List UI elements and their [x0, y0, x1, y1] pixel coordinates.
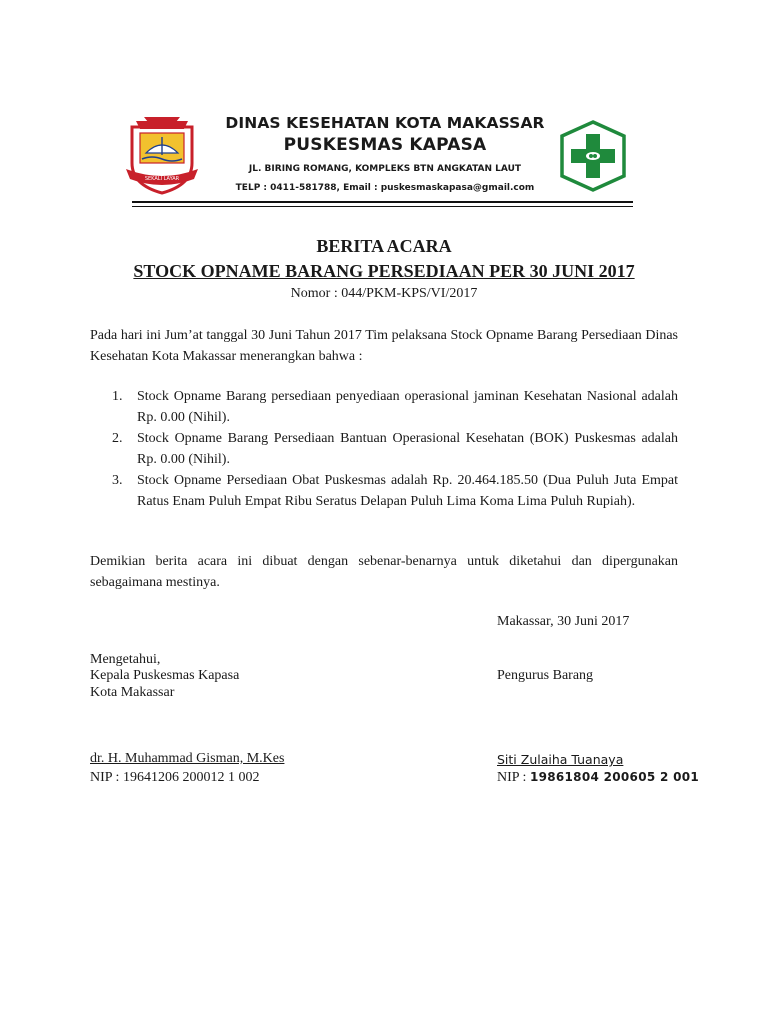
- agency-name: DINAS KESEHATAN KOTA MAKASSAR: [225, 114, 545, 132]
- puskesmas-logo: [560, 120, 626, 192]
- left-signer-acknowledged: Mengetahui,: [90, 652, 161, 667]
- document-title: BERITA ACARA: [316, 236, 452, 256]
- list-item: [90, 386, 678, 428]
- intro-paragraph: Pada hari ini Jum’at tanggal 30 Juni Tahun 2017 Tim pelaksana Stock Opname Barang Persediaan Dinas Kesehatan Kota Makassar menerangkan bahwa :: [90, 328, 678, 364]
- nip-value: 19641206 200012 1 002: [122, 770, 260, 785]
- list-item: [90, 428, 678, 470]
- list-item-text: Stock Opname Persediaan Obat Puskesmas adalah Rp. 20.464.185.50 (Dua Puluh Juta Empat Ratus Enam Puluh Empat Ribu Seratus Delapan Puluh Lima Koma Lima Puluh Rupiah).: [137, 473, 678, 509]
- header-rule-thin: [132, 206, 633, 207]
- left-signer-city: Kota Makassar: [90, 685, 175, 700]
- list-item: [90, 470, 678, 512]
- list-item-number: 3.: [112, 473, 123, 488]
- left-signer-position: Kepala Puskesmas Kapasa: [90, 668, 240, 683]
- closing-paragraph: Demikian berita acara ini dibuat dengan sebenar-benarnya untuk diketahui dan dipergunakan sebagaimana mestinya.: [90, 554, 678, 590]
- makassar-emblem-logo: [124, 113, 200, 195]
- document-number: Nomor : 044/PKM-KPS/VI/2017: [290, 286, 478, 301]
- list-item-text: Stock Opname Barang persediaan penyediaan operasional jaminan Kesehatan Nasional adalah Rp. 0.00 (Nihil).: [137, 389, 678, 425]
- nip-value: 19861804 200605 2 001: [529, 770, 700, 784]
- contact-line: TELP : 0411-581788, Email : puskesmaskapasa@gmail.com: [235, 183, 535, 193]
- list-item-text: Stock Opname Barang Persediaan Bantuan Operasional Kesehatan (BOK) Puskesmas adalah Rp. 0.00 (Nihil).: [137, 431, 678, 467]
- puskesmas-name: PUSKESMAS KAPASA: [283, 135, 487, 155]
- left-signer-nip: [90, 769, 259, 786]
- list-item-number: 1.: [112, 389, 123, 404]
- header-rule-thick: [132, 201, 633, 203]
- address-line: JL. BIRING ROMANG, KOMPLEKS BTN ANGKATAN LAUT: [248, 164, 522, 174]
- left-signer-name: dr. H. Muhammad Gisman, M.Kes: [90, 751, 285, 766]
- list-item-number: 2.: [112, 431, 123, 446]
- document-subtitle: STOCK OPNAME BARANG PERSEDIAAN PER 30 JUNI 2017: [133, 261, 635, 281]
- svg-text:SEKALI LAYAR: SEKALI LAYAR: [144, 176, 180, 182]
- place-date: Makassar, 30 Juni 2017: [497, 614, 630, 629]
- right-signer-name: Siti Zulaiha Tuanaya: [497, 752, 624, 767]
- right-signer-nip: [497, 769, 699, 786]
- right-signer-position: Pengurus Barang: [497, 668, 594, 683]
- nip-label: NIP :: [497, 770, 530, 785]
- letterhead: [200, 114, 570, 193]
- statement-list: [90, 386, 678, 512]
- nip-label: NIP :: [90, 770, 123, 785]
